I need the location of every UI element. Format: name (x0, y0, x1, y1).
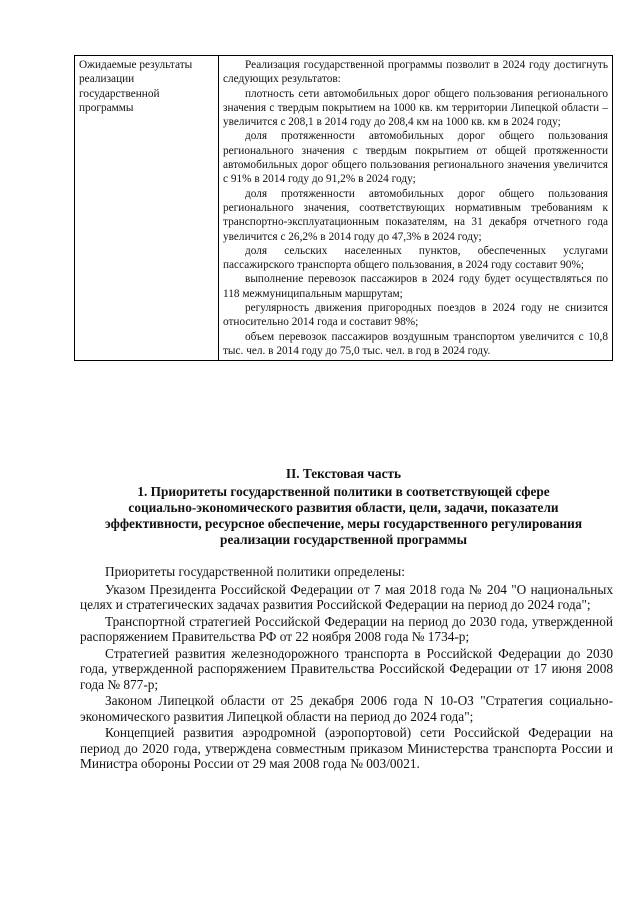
body-paragraph: Приоритеты государственной политики определены: (105, 564, 405, 579)
result-paragraph: выполнение перевозок пассажиров в 2024 году будет осуществляться по 118 межмуниципальным маршрутам; (223, 273, 608, 300)
result-paragraph: доля сельских населенных пунктов, обеспеченных услугами пассажирского транспорта общего пользования, в 2024 году составит 90%; (223, 244, 608, 272)
result-paragraph: Реализация государственной программы позволит в 2024 году достигнуть следующих результатов: (223, 59, 608, 86)
table-row-content (219, 56, 613, 361)
body-paragraph: Стратегией развития железнодорожного транспорта в Российской Федерации до 2030 года, утвержденной распоряжением Правительства Российской Федерации от 17 июня 2008 года № 877-р; (80, 645, 613, 692)
expected-results-table (74, 55, 613, 361)
body-paragraph: Транспортной стратегией Российской Федерации на период до 2030 года, утвержденной распоряжением Правительства РФ от 22 ноября 2008 года № 1734-р; (80, 613, 613, 644)
result-paragraph: плотность сети автомобильных дорог общего пользования регионального значения с твердым покрытием на 1000 кв. км территории Липецкой области – увеличится с 208,1 в 2014 году до 208,4 км на 1000 кв. км в 2024 году; (223, 87, 608, 129)
table-row-label: Ожидаемые результаты реализации государственной программы (75, 56, 219, 361)
result-paragraph: доля протяженности автомобильных дорог общего пользования регионального значения с твердым покрытием от общей протяженности автомобильных дорог общего пользования регионального значения увеличится с 91% в 2014 году до 91,2% в 2024 году; (223, 130, 608, 186)
section-headings (74, 466, 613, 548)
body-text (80, 564, 613, 773)
subsection-title: 1. Приоритеты государственной политики в соответствующей сфере социально-экономического развития области, цели, задачи, показатели эффективности, ресурсное обеспечение, меры государственного регулирования реализации государственной программы (104, 484, 583, 547)
body-paragraph: Указом Президента Российской Федерации от 7 мая 2018 года № 204 "О национальных целях и стратегических задачах развития Российской Федерации на период до 2024 года"; (80, 581, 613, 612)
result-paragraph: доля протяженности автомобильных дорог общего пользования регионального значения, соответствующих нормативным требованиям к транспортно-эксплуатационным показателям, на 31 декабря отчетного года увеличится с 26,2% в 2014 году до 47,3% в 2024 году; (223, 187, 608, 243)
table-row (75, 56, 613, 361)
section-title: II. Текстовая часть (285, 466, 402, 481)
body-paragraph: Законом Липецкой области от 25 декабря 2006 года N 10-ОЗ "Стратегия социально-экономического развития Липецкой области на период до 2024 года"; (80, 693, 613, 724)
result-paragraph: регулярность движения пригородных поездов в 2024 году не снизится относительно 2014 года и составит 98%; (223, 302, 608, 329)
result-paragraph: объем перевозок пассажиров воздушным транспортом увеличится с 10,8 тыс. чел. в 2014 году до 75,0 тыс. чел. в год в 2024 году. (223, 330, 608, 357)
body-paragraph: Концепцией развития аэродромной (аэропортовой) сети Российской Федерации на период до 2020 года, утверждена совместным приказом Министерства транспорта России и Министра обороны России от 29 мая 2008 года № 003/0021. (80, 725, 613, 771)
